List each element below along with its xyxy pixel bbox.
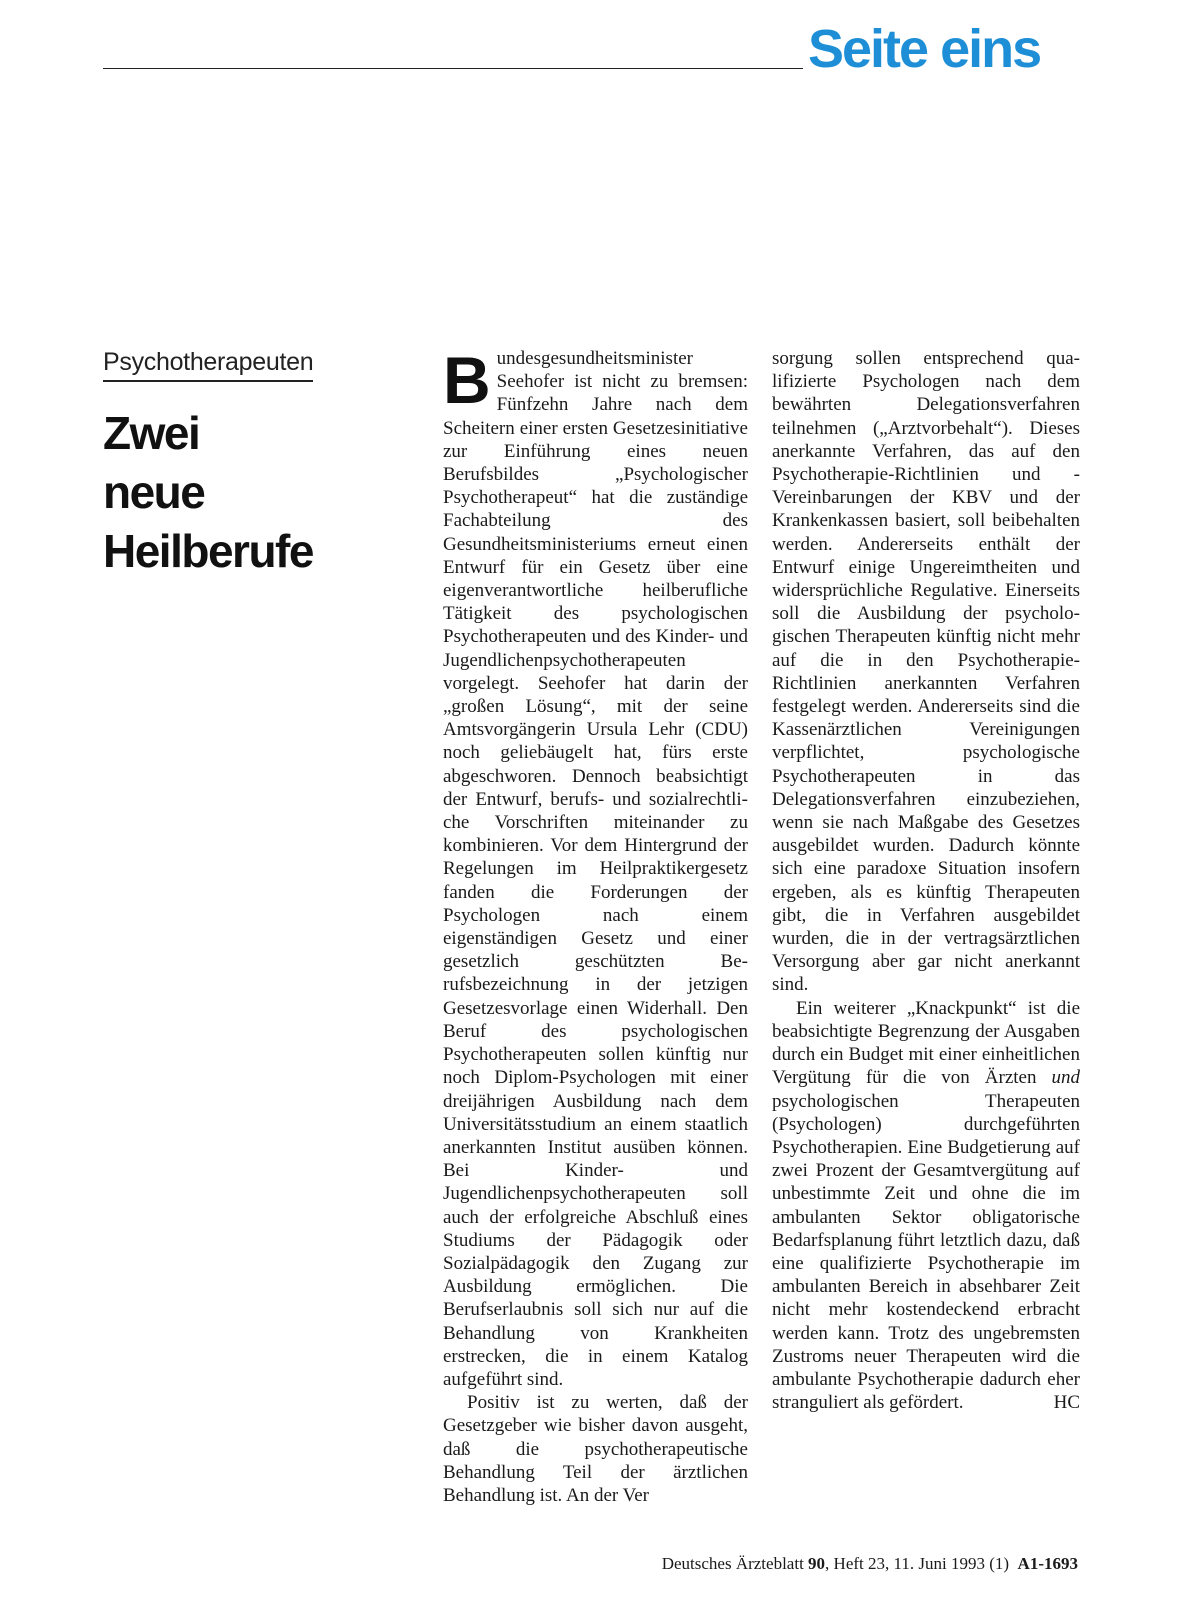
paragraph-2-part-a: Positiv ist zu werten, daß der Gesetzgeber wie bisher davon ausgeht, daß die psychotherapeutische Behandlung Teil der ärztlichen Behandlung ist. An der Ver (443, 1392, 748, 1506)
paragraph-1 (443, 343, 748, 1391)
headline-line-2: neue (103, 466, 205, 518)
footer-publication: Deutsches Ärzteblatt (661, 1554, 804, 1573)
article-column-1 (443, 343, 748, 1507)
article-headline (103, 404, 313, 581)
page-footer (662, 1554, 1078, 1574)
paragraph-3-emphasis: und (1051, 1067, 1080, 1089)
header-rule (103, 68, 803, 69)
paragraph-3-text-a: Ein weiterer „Knackpunkt“ ist die beabsichtigte Begrenzung der Ausgaben durch ein Budget mit einer einheitlichen Vergütung für die von Ärzten (772, 997, 1080, 1089)
headline-line-1: Zwei (103, 407, 200, 459)
article-kicker: Psychotherapeuten (103, 349, 313, 382)
paragraph-1-text: undesgesundheitsminister Seehofer ist nicht zu bremsen: Fünfzehn Jahre nach dem Scheitern einer ersten Gesetzesinitiative zur Einführung eines neuen Berufsbildes „Psychologischer Psychotherapeut“ hat die zuständige Fachabteilung des Gesundheitsministeriums erneut einen Entwurf für ein Gesetz über eine eigenverantwortliche heilberufliche Tätigkeit des psychologischen Psychotherapeuten und des Kinder- und Jugendlichenpsychotherapeuten vorgelegt. Seehofer hat darin der „großen Lösung“, mit der seine Amtsvorgängerin Ursula Lehr (CDU) noch geliebäugelt hat, fürs erste abgeschworen. Dennoch beabsichtigt der Entwurf, berufs- und sozialrechtliche Vorschriften miteinander zu kombinieren. Vor dem Hintergrund der Regelungen im Heilpraktikergesetz fanden die Forderungen der Psychologen nach einem eigenständigen Gesetz und einer gesetzlich geschützten Berufsbezeichnung in der jetzigen Gesetzesvorlage einen Widerhall. Den Beruf des psychologischen Psychotherapeuten sollen künftig nur noch Diplom-Psychologen mit einer dreijährigen Ausbildung nach dem Universitätsstudium an einem staatlich anerkannten Institut ausüben können. Bei Kinder- und Jugendlichenpsychotherapeuten soll auch der erfolgreiche Abschluß eines Studiums der Pädagogik oder Sozialpädagogik den Zugang zur Ausbildung ermöglichen. Die Berufserlaubnis soll sich nur auf die Behandlung von Krankheiten erstrecken, die in einem Katalog aufgeführt sind. (443, 348, 748, 1390)
paragraph-3 (772, 997, 1080, 1415)
headline-line-3: Heilberufe (103, 525, 313, 577)
article-column-2 (772, 347, 1080, 1414)
paragraph-3-text-b: psychologischen Therapeuten (Psychologen) durchgeführten Psychotherapien. Eine Budgetierung auf zwei Prozent der Gesamtvergütung auf unbestimmte Zeit und ohne die im ambulanten Sektor obligatorische Bedarfsplanung führt letztlich dazu, daß eine qualifizierte Psychotherapie im ambulanten Bereich in absehbarer Zeit nicht mehr kostendeckend erbracht werden kann. Trotz des ungebremsten Zustroms neuer Therapeuten wird die ambulante Psychotherapie dadurch eher stranguliert als gefördert. (772, 1090, 1080, 1414)
footer-issue-date: , Heft 23, 11. Juni 1993 (1) (825, 1554, 1010, 1573)
footer-page-number: A1-1693 (1017, 1554, 1078, 1573)
section-title: Seite eins (808, 19, 1041, 79)
footer-volume: 90 (808, 1554, 826, 1573)
author-initials: HC (1053, 1392, 1080, 1414)
paragraph-2-part-b: sorgung sollen entsprechend qualifizierte Psychologen nach dem bewährten Delegationsverfahren teilnehmen („Arztvorbehalt“). Dieses anerkannte Verfahren, das auf den Psychotherapie-Richtlinien und -Vereinbarungen der KBV und der Krankenkassen basiert, soll beibehalten werden. Andererseits enthält der Entwurf einige Ungereimtheiten und widersprüchliche Regulative. Einerseits soll die Ausbildung der psychologischen Therapeuten künftig nicht mehr auf die in den Psychotherapie-Richtlinien anerkannten Verfahren festgelegt werden. Andererseits sind die Kassenärztlichen Vereinigungen verpflichtet, psychologische Psychotherapeuten in das Delegationsverfahren einzubeziehen, wenn sie nach Maßgabe des Gesetzes ausgebildet wurden. Dadurch könnte sich eine paradoxe Situation insofern ergeben, als es künftig Therapeuten gibt, die in Verfahren ausgebildet wurden, die in der vertragsärztlichen Versorgung aber gar nicht anerkannt sind. (772, 348, 1080, 996)
drop-cap: B (443, 343, 491, 417)
